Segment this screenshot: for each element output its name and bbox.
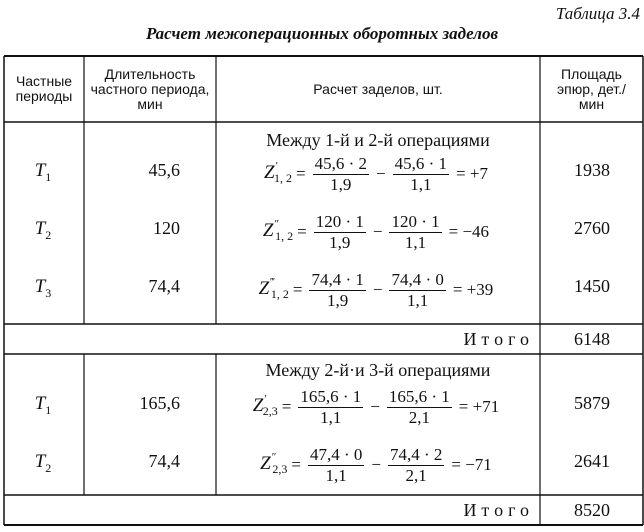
area-value: 1450 bbox=[574, 276, 610, 296]
z-symbol: $Z'_{2,3}$ bbox=[252, 392, 278, 419]
fraction: $\frac{47,4 \cdot 0}{1,1}$ bbox=[309, 444, 363, 485]
area-value: 1938 bbox=[574, 160, 610, 180]
fraction: $\frac{74,4 \cdot 1}{1,9}$ bbox=[311, 269, 364, 310]
header-calculation: Расчет заделов, шт. bbox=[313, 80, 443, 97]
period-label: $T_2$ bbox=[34, 218, 52, 242]
total-label: Итого bbox=[463, 500, 534, 520]
area-value: 2641 bbox=[574, 451, 610, 471]
formula: $Z'_{1, 2}$ = $\frac{45,6 \cdot 2}{1,9}$ − $\frac{45,6 \cdot 1}{1,1}$ = +7 bbox=[264, 153, 488, 194]
area-value: 5879 bbox=[574, 393, 610, 413]
total-label: Итого bbox=[463, 329, 534, 349]
table-number: Таблица 3.4 bbox=[555, 4, 640, 23]
duration-value: 120 bbox=[153, 218, 180, 238]
total-value: 6148 bbox=[574, 329, 610, 349]
period-label: $T_3$ bbox=[34, 276, 52, 300]
table-title: Расчет межоперационных оборотных заделов bbox=[145, 24, 499, 43]
z-symbol: $Z^‴_{1, 2}$ bbox=[258, 275, 289, 302]
period-label: $T_1$ bbox=[34, 160, 52, 184]
result: = +7 bbox=[456, 164, 488, 183]
header-periods: Частные периоды bbox=[15, 73, 73, 104]
formula: $Z'_{2,3}$ = $\frac{165,6 \cdot 1}{1,1}$ − $\frac{165,6 \cdot 1}{2,1}$ = +71 bbox=[252, 386, 500, 427]
duration-value: 45,6 bbox=[148, 160, 180, 180]
z-symbol: $Z''_{1, 2}$ bbox=[262, 217, 294, 244]
duration-value: 74,4 bbox=[148, 451, 180, 471]
header-area: Площадь эпюр, дет./мин bbox=[557, 65, 626, 112]
fraction: $\frac{120 \cdot 1}{1,9}$ bbox=[315, 211, 364, 252]
fraction: $\frac{120 \cdot 1}{1,1}$ bbox=[391, 211, 440, 252]
fraction: $\frac{74,4 \cdot 0}{1,1}$ bbox=[391, 269, 444, 310]
duration-value: 165,6 bbox=[139, 393, 180, 413]
total-value: 8520 bbox=[574, 500, 610, 520]
result: = +39 bbox=[452, 280, 494, 299]
fraction: $\frac{74,4 \cdot 2}{2,1}$ bbox=[389, 444, 443, 485]
formula: $Z^‴_{1, 2}$ = $\frac{74,4 \cdot 1}{1,9}$ − $\frac{74,4 \cdot 0}{1,1}$ = +39 bbox=[258, 269, 494, 310]
result: = +71 bbox=[458, 397, 500, 416]
fraction: $\frac{165,6 \cdot 1}{2,1}$ bbox=[388, 386, 450, 427]
section-title: Между 1-й и 2-й операциями bbox=[266, 130, 490, 150]
header-duration: Длительность частного периода, мин bbox=[90, 65, 210, 112]
formula: $Z''_{1, 2}$ = $\frac{120 \cdot 1}{1,9}$ − $\frac{120 \cdot 1}{1,1}$ = −46 bbox=[262, 211, 490, 252]
period-label: $T_2$ bbox=[34, 451, 52, 475]
fraction: $\frac{45,6 \cdot 1}{1,1}$ bbox=[394, 153, 448, 194]
section-title: Между 2-й·и 3-й операциями bbox=[265, 360, 491, 380]
fraction: $\frac{45,6 \cdot 2}{1,9}$ bbox=[314, 153, 368, 194]
area-value: 2760 bbox=[574, 218, 610, 238]
result: = −46 bbox=[448, 222, 490, 241]
fraction: $\frac{165,6 \cdot 1}{1,1}$ bbox=[300, 386, 362, 427]
z-symbol: $Z'_{1, 2}$ bbox=[264, 159, 292, 186]
period-label: $T_1$ bbox=[34, 393, 52, 417]
duration-value: 74,4 bbox=[148, 276, 180, 296]
formula: $Z''_{2,3}$ = $\frac{47,4 \cdot 0}{1,1}$ − $\frac{74,4 \cdot 2}{2,1}$ = −71 bbox=[260, 444, 492, 485]
result: = −71 bbox=[451, 455, 492, 474]
z-symbol: $Z''_{2,3}$ bbox=[260, 450, 288, 477]
